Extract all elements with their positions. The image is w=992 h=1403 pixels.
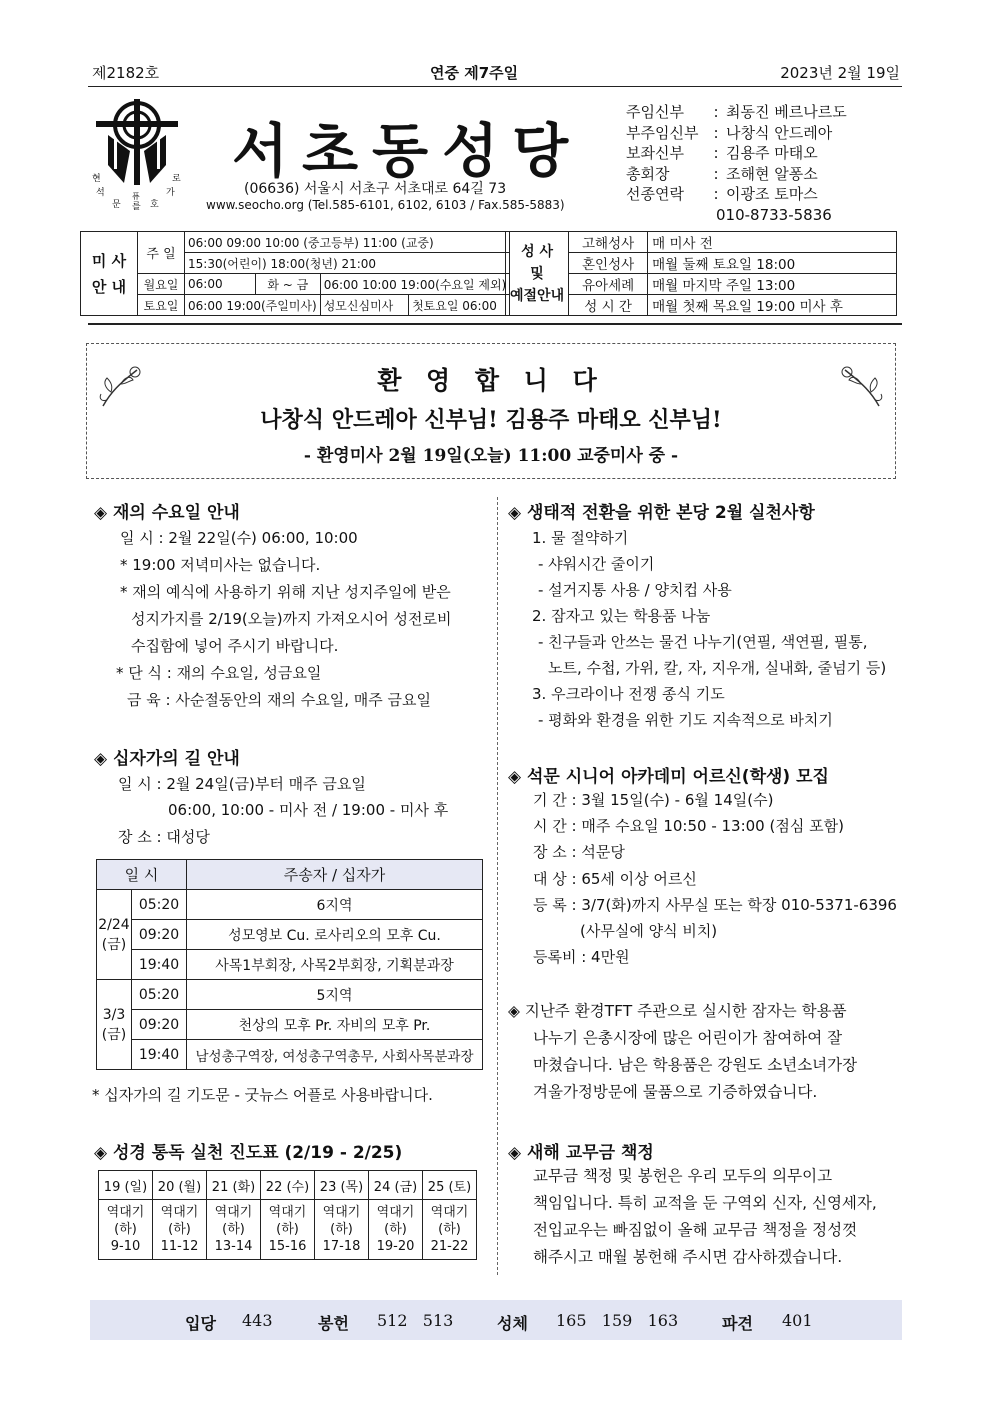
academy-line: 등록비 : 4만원 (533, 948, 630, 966)
clergy-list (626, 102, 847, 225)
dues-line: 전입교우는 빠짐없이 올해 교무금 책정을 정성껏 (533, 1221, 858, 1239)
academy-line: 시 간 : 매주 수요일 10:50 - 13:00 (점심 포함) (533, 817, 844, 835)
tuefri-label: 화 ~ 금 (255, 274, 320, 295)
issue-number: 제2182호 (92, 64, 160, 82)
logo-char: 를 (132, 202, 141, 212)
parish-name: 서초동성당 (232, 117, 583, 185)
section-divider (88, 323, 902, 325)
academy-line: 등 록 : 3/7(화)까지 사무실 또는 학장 010-5371-6396 (533, 896, 897, 914)
logo-char: 퓨 (132, 192, 140, 201)
bible-reading: 역대기 (하) 13-14 (207, 1200, 261, 1260)
clergy-row: 총회장 : 조해현 알퐁소 (626, 164, 818, 183)
env-line: 마쳤습니다. 남은 학용품은 강원도 소년소녀가장 (533, 1056, 858, 1074)
dues-line: 해주시고 매월 봉헌해 주시면 감사하겠습니다. (533, 1248, 843, 1266)
stations-date: 2/24 (금) (97, 890, 132, 980)
ash-line: * 단 식 : 재의 수요일, 성금요일 (116, 664, 322, 682)
sunday-times-2: 15:30(어린이) 18:00(청년) 21:00 (185, 253, 510, 274)
bible-day: 19 (일) (99, 1171, 153, 1200)
dues-line: 교무금 책정 및 봉헌은 우리 모두의 의무이고 (533, 1167, 833, 1185)
issue-date: 2023년 2월 19일 (780, 64, 900, 82)
entry-hymn: 443 (242, 1311, 273, 1330)
dismissal-label: 파견 (722, 1314, 753, 1333)
stations-leader: 5지역 (187, 980, 483, 1010)
sunday-times-1: 06:00 09:00 10:00 (중고등부) 11:00 (교중) (185, 232, 510, 253)
sacrament-name: 고해성사 (569, 232, 648, 253)
dismissal-hymn: 401 (782, 1311, 813, 1330)
ash-line: 일 시 : 2월 22일(수) 06:00, 10:00 (120, 529, 358, 547)
bible-reading: 역대기 (하) 15-16 (261, 1200, 315, 1260)
clergy-phone: 010-8733-5836 (716, 205, 832, 224)
stations-leader: 천상의 모후 Pr. 자비의 모후 Pr. (187, 1010, 483, 1040)
saturday-time: 06:00 19:00(주일미사) (185, 295, 321, 316)
sacraments-label: 성 사 및 예절안내 (506, 232, 569, 316)
bible-day: 24 (금) (369, 1171, 423, 1200)
env-line: ◈ 지난주 환경TFT 주관으로 실시한 잠자는 학용품 (508, 1002, 847, 1020)
parish-address: (06636) 서울시 서초구 서초대로 64길 73 (244, 181, 507, 197)
sacrament-name: 혼인성사 (569, 253, 648, 274)
welcome-subtitle: - 환영미사 2월 19일(오늘) 11:00 교중미사 중 - (303, 446, 679, 466)
dues-line: 책임입니다. 특히 교적을 둔 구역외 신자, 신영세자, (533, 1194, 877, 1212)
ash-line: * 재의 예식에 사용하기 위해 지난 성지주일에 받은 (120, 583, 451, 601)
academy-line: 기 간 : 3월 15일(수) - 6월 14일(수) (533, 791, 774, 809)
eco-line: 1. 물 절약하기 (532, 529, 629, 547)
stations-col-who: 주송자 / 십자가 (187, 860, 483, 890)
column-divider (497, 497, 498, 1275)
eco-line: - 친구들과 안쓰는 물건 나누기(연필, 색연필, 필통, (538, 633, 868, 651)
env-line: 겨울가정방문에 물품으로 기증하였습니다. (533, 1083, 818, 1101)
bible-day: 22 (수) (261, 1171, 315, 1200)
bible-reading-table (98, 1170, 477, 1260)
clergy-row: 주임신부 : 최동진 베르나르도 (626, 103, 847, 121)
first-saturday: 첫토요일 06:00 (409, 295, 510, 316)
parish-contact: www.seocho.org (Tel.585-6101, 6102, 6103 / Fax.585-5883) (206, 198, 565, 212)
ash-wednesday-heading: ◈ 재의 수요일 안내 (94, 503, 240, 523)
stations-note: * 십자가의 길 기도문 - 굿뉴스 어플로 사용바랍니다. (92, 1086, 433, 1104)
clergy-row: 부주임신부 : 나창식 안드레아 (626, 123, 833, 142)
env-line: 나누기 은총시장에 많은 어린이가 참여하여 잘 (533, 1029, 843, 1047)
sacrament-time: 매월 둘째 토요일 18:00 (648, 253, 897, 274)
header-divider (88, 86, 902, 87)
logo-char: 가 (166, 188, 175, 198)
stations-table (96, 859, 483, 1070)
saturday-label: 토요일 (138, 295, 185, 316)
stations-leader: 남성총구역장, 여성총구역총무, 사회사목분과장 (187, 1040, 483, 1070)
sacrament-time: 매 미사 전 (648, 232, 897, 253)
academy-line: (사무실에 양식 비치) (580, 922, 718, 940)
parish-logo-icon (88, 95, 188, 213)
logo-char: 로 (172, 174, 181, 184)
offertory-label: 봉헌 (318, 1314, 349, 1333)
logo-char: 호 (150, 200, 159, 210)
stations-leader: 6지역 (187, 890, 483, 920)
sacraments-table (505, 231, 897, 316)
eco-line: 2. 잠자고 있는 학용품 나눔 (532, 607, 711, 625)
stations-time: 09:20 (132, 1010, 187, 1040)
stations-date: 3/3 (금) (97, 980, 132, 1070)
bible-day: 23 (목) (315, 1171, 369, 1200)
stations-time: 05:20 (132, 980, 187, 1010)
monday-time: 06:00 (185, 274, 256, 295)
stations-leader: 사목1부회장, 사목2부회장, 기획분과장 (187, 950, 483, 980)
bible-day: 21 (화) (207, 1171, 261, 1200)
communion-label: 성체 (497, 1314, 528, 1333)
ash-line: * 19:00 저녁미사는 없습니다. (120, 556, 321, 574)
eco-line: 노트, 수첩, 가위, 칼, 자, 지우개, 실내화, 줄넘기 등) (548, 659, 887, 677)
eco-line: - 설거지통 사용 / 양치컵 사용 (538, 581, 732, 599)
bible-day: 20 (월) (153, 1171, 207, 1200)
academy-line: 장 소 : 석문당 (533, 843, 625, 861)
eco-line: 3. 우크라이나 전쟁 종식 기도 (532, 685, 725, 703)
sacrament-time: 매월 마지막 주일 13:00 (648, 274, 897, 295)
academy-heading: ◈ 석문 시니어 아카데미 어르신(학생) 모집 (508, 767, 829, 787)
bible-reading: 역대기 (하) 17-18 (315, 1200, 369, 1260)
monday-label: 월요일 (138, 274, 185, 295)
sacrament-time: 매월 첫째 목요일 19:00 미사 후 (648, 295, 897, 316)
communion-hymn: 165 159 163 (556, 1311, 679, 1330)
sunday-label: 주 일 (138, 232, 185, 274)
dues-heading: ◈ 새해 교무금 책정 (508, 1143, 654, 1163)
eco-heading: ◈ 생태적 전환을 위한 본당 2월 실천사항 (508, 503, 815, 523)
eco-line: - 평화와 환경을 위한 기도 지속적으로 바치기 (538, 711, 833, 729)
bible-reading: 역대기 (하) 9-10 (99, 1200, 153, 1260)
logo-char: 석 (96, 188, 105, 198)
clergy-row: 보좌신부 : 김용주 마태오 (626, 144, 818, 162)
mary-mass: 성모신심미사 (320, 295, 408, 316)
eco-line: - 샤워시간 줄이기 (538, 555, 655, 573)
academy-line: 대 상 : 65세 이상 어르신 (533, 870, 697, 888)
stations-line: 일 시 : 2월 24일(금)부터 매주 금요일 (118, 775, 366, 793)
stations-time: 19:40 (132, 950, 187, 980)
stations-line: 06:00, 10:00 - 미사 전 / 19:00 - 미사 후 (168, 801, 449, 819)
logo-char: 문 (112, 200, 121, 210)
stations-col-date: 일 시 (97, 860, 187, 890)
welcome-banner (86, 343, 896, 479)
hymn-footer (90, 1300, 902, 1340)
welcome-names: 나창식 안드레아 신부님! 김용주 마태오 신부님! (260, 407, 722, 433)
mass-label: 미 사 안 내 (81, 232, 138, 316)
logo-char: 현 (92, 174, 101, 184)
stations-leader: 성모영보 Cu. 로사리오의 모후 Cu. (187, 920, 483, 950)
offertory-hymn: 512 513 (377, 1311, 454, 1330)
welcome-title: 환 영 합 니 다 (377, 366, 605, 395)
bible-day: 25 (토) (423, 1171, 477, 1200)
entry-label: 입당 (185, 1314, 216, 1333)
sacrament-name: 성 시 간 (569, 295, 648, 316)
stations-line: 장 소 : 대성당 (118, 828, 210, 846)
bible-reading: 역대기 (하) 19-20 (369, 1200, 423, 1260)
stations-time: 05:20 (132, 890, 187, 920)
stations-heading: ◈ 십자가의 길 안내 (94, 749, 240, 769)
liturgical-week: 연중 제7주일 (430, 64, 519, 82)
stations-time: 09:20 (132, 920, 187, 950)
sacrament-name: 유아세례 (569, 274, 648, 295)
mass-schedule-table (80, 231, 510, 316)
ash-line: 수집함에 넣어 주시기 바랍니다. (131, 637, 339, 655)
bible-reading: 역대기 (하) 21-22 (423, 1200, 477, 1260)
clergy-row: 선종연락 : 이광조 토마스 (626, 185, 818, 203)
bible-reading: 역대기 (하) 11-12 (153, 1200, 207, 1260)
ash-line: 성지가지를 2/19(오늘)까지 가져오시어 성전로비 (131, 610, 452, 628)
stations-time: 19:40 (132, 1040, 187, 1070)
tuefri-time: 06:00 10:00 19:00(수요일 제외) (320, 274, 510, 295)
ash-line: 금 육 : 사순절동안의 재의 수요일, 매주 금요일 (127, 691, 432, 709)
bible-heading: ◈ 성경 통독 실천 진도표 (2/19 - 2/25) (94, 1143, 403, 1163)
